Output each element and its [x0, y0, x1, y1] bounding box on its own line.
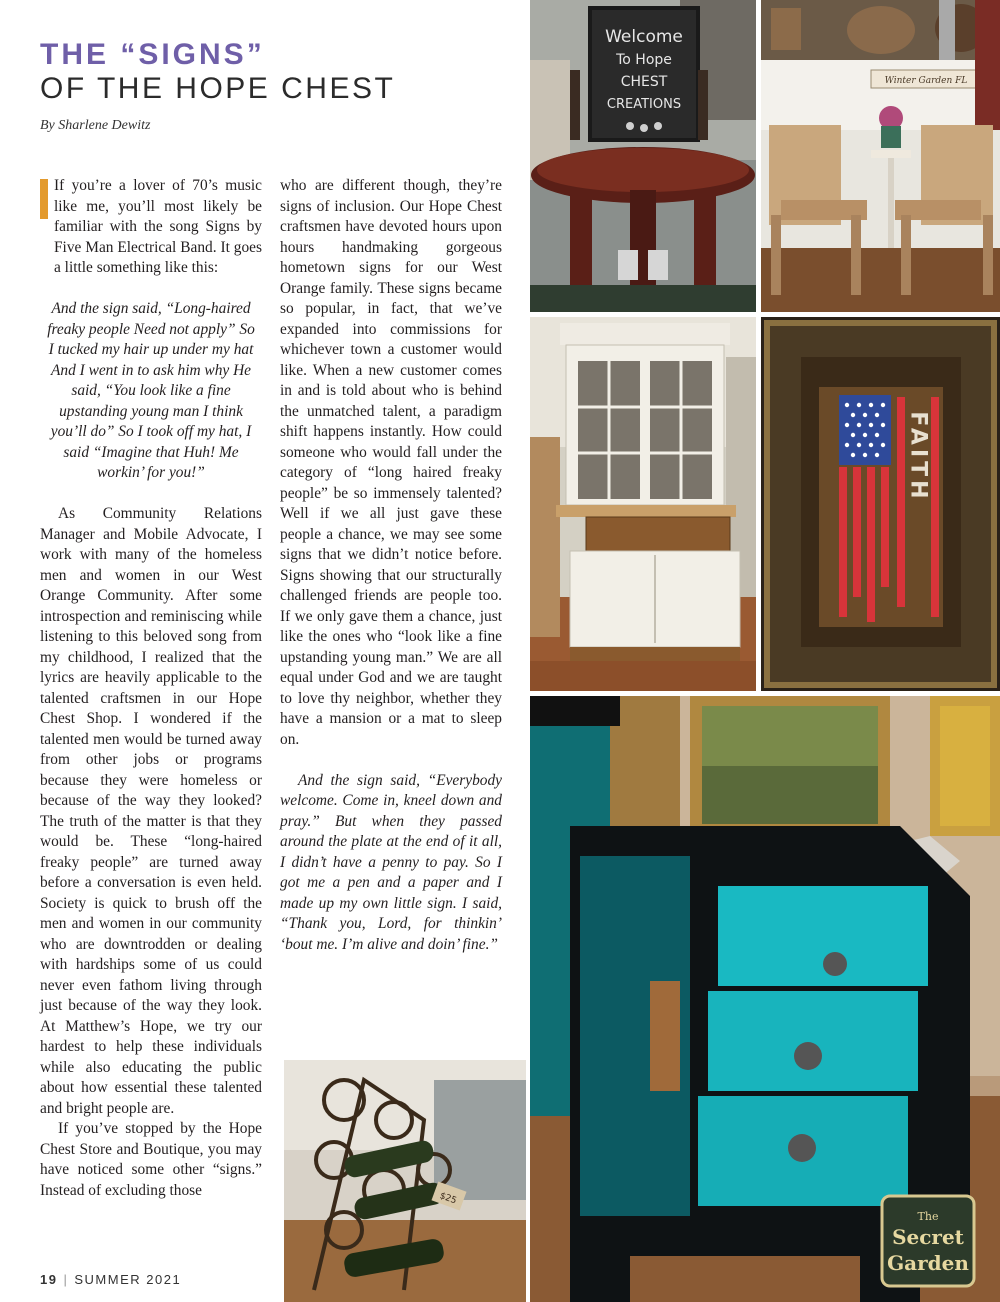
lyric-quote-2: And the sign said, “Everybody welcome. Come in, kneel down and pray.” But when they passed around the plate at the end of it all, I didn’t have a penny to pay. So I got me a pen and a paper and I made up my own little sign. I said, “Thank you, Lord, for thinkin’ ‘bout me. I’m alive and doin’ fine.” [280, 771, 502, 953]
title-line-2: OF THE HOPE CHEST [40, 72, 396, 105]
article-header [40, 38, 520, 134]
chalkboard-line: CHEST [620, 74, 668, 90]
lyric-quote-1: And the sign said, “Long-haired freaky people Need not apply” So I tucked my hair up under my hat And I went in to ask him why He said, “You look like a fine upstanding young man I think you’ll do” So I took off my hat, I said “Imagine that Huh! Me workin’ for you!” [47, 300, 255, 481]
logo-text: Garden [887, 1251, 969, 1275]
photo-teal-dresser [530, 696, 1000, 1302]
sign-text: Winter Garden FL [884, 76, 968, 86]
chalkboard-line: Welcome [605, 27, 683, 47]
page-footer [40, 1272, 181, 1287]
photo-welcome-table [530, 0, 756, 312]
text-column-1 [40, 176, 262, 1201]
price-tag: $25 [438, 1191, 458, 1207]
body-paragraph: who are different though, they’re signs of inclusion. Our Hope Chest craftsmen have devoted hours upon hours handmaking gorgeous hometown signs for our West Orange family. These signs became so popular, in fact, that we’ve expanded into commissions for whichever town a customer would like. When a new customer comes in and is told about who is behind the unmatched talent, a paradigm shift happens instantly. How could someone who would fall under the category of “long haired freaky people” be so immensely talented? Well if we all just gave these people a chance, we may see some signs that we didn’t notice before. Signs showing that our structurally challenged friends are people too. If we only gave them a chance, just like the ones who “look like a fine upstanding young man.” We are all equal under God and we are taught to love thy neighbor, whether they have a mansion or a mat to sleep on. [280, 177, 502, 748]
page-number: 19 [40, 1272, 58, 1287]
body-paragraph: As Community Relations Manager and Mobile Advocate, I work with many of the homeless men and women in our West Orange Community. After some introspection and reminiscing while listening to this beloved song from my childhood, I realized that the lyrics are heavily applicable to the talented craftsmen in our Hope Chest Shop. I wondered if the talented men would be turned away from other jobs or programs because they were homeless or because of the way they looked? The truth of the matter is that they would be. These “long-haired freaky people” are turned away before a conversation is even held. Society is quick to brush off the men and women in our community who are downtrodden or dealing with hardships some of us could never even fathom living through just because of the way they look. At Matthew’s Hope, we try our hardest to help these individuals while also educating the public about how essential these talented and bright people are. [40, 505, 262, 1117]
flag-word: FAITH [905, 411, 931, 503]
intro-paragraph [40, 176, 262, 279]
drop-cap-bar [40, 179, 48, 219]
text-column-2 [280, 176, 502, 976]
issue-label: SUMMER 2021 [74, 1272, 182, 1287]
photo-wine-rack [284, 1060, 526, 1302]
intro-text: f you’re a lover of 70’s music like me, you’ll most likely be familiar with the song Signs by Five Man Electrical Band. It goes a little something like this: [54, 177, 262, 276]
logo-text: Secret [892, 1225, 964, 1249]
photo-white-hutch [530, 317, 756, 691]
photo-adirondack-chairs [761, 0, 1000, 312]
drop-cap-letter: I [54, 177, 60, 194]
chalkboard-line: CREATIONS [606, 97, 682, 112]
body-paragraph: If you’ve stopped by the Hope Chest Store and Boutique, you may have noticed some other “signs.” Instead of excluding those [40, 1120, 262, 1199]
photo-faith-flag [761, 317, 1000, 691]
byline: By Sharlene Dewitz [40, 118, 151, 133]
chalkboard-line: To Hope [616, 52, 672, 68]
footer-separator: | [63, 1272, 69, 1287]
logo-text: The [917, 1210, 939, 1223]
title-line-1: THE “SIGNS” [40, 38, 265, 71]
